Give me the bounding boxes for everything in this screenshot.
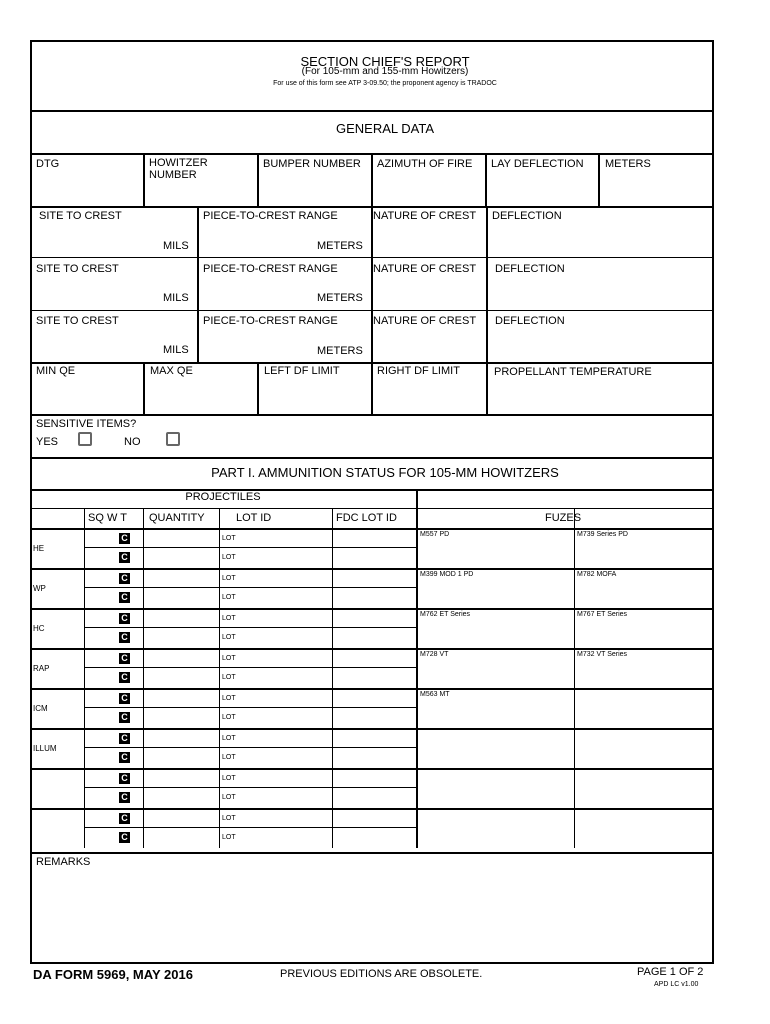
fdc-lot-id-input[interactable] (335, 668, 415, 685)
fuze-label: M782 MOFA (577, 571, 617, 578)
fuze-label: M563 MT (420, 691, 450, 698)
fuze-input[interactable] (419, 701, 573, 725)
c-icon[interactable]: C (119, 632, 130, 643)
site-to-crest-input[interactable] (34, 276, 159, 292)
lot-id-input[interactable] (236, 548, 330, 565)
projectiles-label: PROJECTILES (185, 491, 261, 503)
divider (143, 508, 144, 848)
part1-heading: PART I. AMMUNITION STATUS FOR 105-MM HOWITZERS (211, 465, 559, 480)
nature-of-crest-input[interactable] (374, 328, 484, 358)
divider (143, 153, 145, 206)
divider (371, 362, 373, 414)
quantity-input[interactable] (144, 689, 218, 706)
fdc-lot-id-input[interactable] (335, 769, 415, 786)
quantity-input[interactable] (144, 628, 218, 645)
deflection-input[interactable] (488, 276, 711, 306)
no-label: NO (124, 436, 141, 448)
azimuth-of-fire-label: AZIMUTH OF FIRE (377, 158, 473, 170)
quantity-input[interactable] (144, 609, 218, 626)
max-qe-label: MAX QE (150, 365, 193, 377)
remarks-label: REMARKS (36, 856, 91, 868)
divider (416, 489, 418, 509)
divider (371, 153, 373, 206)
quantity-input[interactable] (144, 729, 218, 746)
fuze-label: M762 ET Series (420, 611, 471, 618)
lot-id-input[interactable] (236, 668, 330, 685)
divider (30, 414, 714, 416)
fuze-input[interactable] (576, 661, 712, 685)
dtg-label: DTG (36, 158, 60, 170)
piece-to-crest-range-input[interactable] (201, 224, 311, 240)
ammo-type-label: ICM (33, 704, 48, 713)
howitzer-number-input[interactable] (146, 184, 255, 204)
fuze-input[interactable] (419, 621, 573, 645)
c-icon[interactable]: C (119, 552, 130, 563)
lot-id-input[interactable] (236, 689, 330, 706)
deflection-label: DEFLECTION (495, 263, 565, 275)
deflection-input[interactable] (488, 328, 711, 358)
fuze-input[interactable] (576, 781, 712, 805)
min-qe-input[interactable] (33, 385, 141, 411)
quantity-input[interactable] (144, 668, 218, 685)
lot-id-label: LOT ID (236, 512, 272, 524)
site-to-crest-label: SITE TO CREST (39, 210, 122, 222)
fuze-label: M557 PD (420, 531, 450, 538)
divider (574, 508, 575, 848)
divider (486, 362, 488, 414)
lay-deflection-input[interactable] (488, 184, 596, 204)
fdc-lot-id-input[interactable] (335, 708, 415, 725)
sqwt-label: SQ W T (88, 512, 127, 524)
lot-id-input[interactable] (236, 628, 330, 645)
fuze-input[interactable] (419, 581, 573, 605)
general-data-heading: GENERAL DATA (335, 121, 434, 136)
fuze-input[interactable] (419, 821, 573, 845)
c-icon[interactable]: C (119, 592, 130, 603)
fuze-input[interactable] (576, 821, 712, 845)
nature-of-crest-input[interactable] (374, 276, 484, 306)
site-to-crest-label: SITE TO CREST (36, 263, 119, 275)
c-icon[interactable]: C (119, 573, 130, 584)
lot-id-input[interactable] (236, 828, 330, 845)
c-icon[interactable]: C (119, 792, 130, 803)
fuze-input[interactable] (419, 741, 573, 765)
divider (30, 852, 714, 854)
quantity-input[interactable] (144, 588, 218, 605)
nature-of-crest-label: NATURE OF CREST (373, 210, 477, 222)
lot-label: LOT (222, 615, 236, 622)
quantity-input[interactable] (144, 769, 218, 786)
meters-label: METERS (317, 292, 363, 304)
fuze-label: M739 Series PD (577, 531, 628, 538)
quantity-input[interactable] (144, 548, 218, 565)
lot-label: LOT (222, 674, 236, 681)
obsolete-note: PREVIOUS EDITIONS ARE OBSOLETE. (280, 968, 483, 980)
fdc-lot-id-input[interactable] (335, 529, 415, 546)
nature-of-crest-label: NATURE OF CREST (373, 263, 477, 275)
lot-label: LOT (222, 594, 236, 601)
lot-label: LOT (222, 754, 236, 761)
lot-id-input[interactable] (236, 529, 330, 546)
meters-label: METERS (605, 158, 651, 170)
quantity-input[interactable] (144, 649, 218, 666)
lot-label: LOT (222, 735, 236, 742)
sensitive-items-label: SENSITIVE ITEMS? (36, 418, 137, 430)
site-to-crest-input[interactable] (34, 328, 159, 344)
form-number: DA FORM 5969, MAY 2016 (33, 967, 193, 982)
site-to-crest-input[interactable] (34, 224, 159, 240)
divider (332, 508, 333, 848)
fdc-lot-id-input[interactable] (335, 809, 415, 826)
fdc-lot-id-input[interactable] (335, 788, 415, 805)
left-df-limit-label: LEFT DF LIMIT (264, 365, 340, 377)
fdc-lot-id-input[interactable] (335, 609, 415, 626)
fuze-label: M732 VT Series (577, 651, 628, 658)
meters-label: METERS (317, 240, 363, 252)
c-icon[interactable]: C (119, 693, 130, 704)
fdc-lot-id-input[interactable] (335, 548, 415, 565)
page-number: PAGE 1 OF 2 (637, 966, 704, 978)
azimuth-of-fire-input[interactable] (374, 184, 483, 204)
fdc-lot-id-input[interactable] (335, 569, 415, 586)
lot-id-input[interactable] (236, 649, 330, 666)
quantity-input[interactable] (144, 748, 218, 765)
fuze-label: M728 VT (420, 651, 449, 658)
meters-input[interactable] (601, 184, 711, 204)
lot-label: LOT (222, 834, 236, 841)
c-icon[interactable]: C (119, 813, 130, 824)
deflection-label: DEFLECTION (495, 315, 565, 327)
c-icon[interactable]: C (119, 672, 130, 683)
form-note: For use of this form see ATP 3-09.50; the proponent agency is TRADOC (273, 80, 497, 87)
ammo-type-label: WP (33, 584, 46, 593)
piece-to-crest-range-label: PIECE-TO-CREST RANGE (203, 210, 338, 222)
fdc-lot-id-input[interactable] (335, 828, 415, 845)
lot-id-input[interactable] (236, 609, 330, 626)
max-qe-input[interactable] (146, 385, 255, 411)
lay-deflection-label: LAY DEFLECTION (491, 158, 584, 170)
lot-id-input[interactable] (236, 708, 330, 725)
lot-id-input[interactable] (236, 748, 330, 765)
mils-label: MILS (163, 292, 189, 304)
nature-of-crest-label: NATURE OF CREST (373, 315, 477, 327)
c-icon[interactable]: C (119, 832, 130, 843)
form-title: SECTION CHIEF'S REPORT (300, 54, 470, 69)
divider (143, 362, 145, 414)
no-checkbox[interactable] (166, 432, 180, 446)
lot-id-input[interactable] (236, 769, 330, 786)
divider (486, 206, 488, 362)
divider (30, 508, 714, 509)
lot-label: LOT (222, 775, 236, 782)
yes-label: YES (36, 436, 59, 448)
fdc-lot-id-input[interactable] (335, 689, 415, 706)
fuze-input[interactable] (576, 701, 712, 725)
lot-label: LOT (222, 575, 236, 582)
bumper-number-label: BUMPER NUMBER (263, 158, 361, 170)
propellant-temperature-input[interactable] (489, 385, 711, 411)
propellant-temperature-label: PROPELLANT TEMPERATURE (494, 366, 652, 378)
fuze-input[interactable] (419, 781, 573, 805)
c-icon[interactable]: C (119, 773, 130, 784)
divider (219, 508, 220, 848)
fuze-input[interactable] (419, 661, 573, 685)
lot-label: LOT (222, 794, 236, 801)
lot-id-input[interactable] (236, 588, 330, 605)
fdc-lot-id-input[interactable] (335, 588, 415, 605)
divider (30, 457, 714, 459)
mils-label: MILS (163, 344, 189, 356)
ammo-type-label: ILLUM (33, 744, 57, 753)
deflection-label: DEFLECTION (492, 210, 562, 222)
fdc-lot-id-label: FDC LOT ID (336, 512, 397, 524)
lot-id-input[interactable] (236, 809, 330, 826)
quantity-input[interactable] (144, 809, 218, 826)
piece-to-crest-range-input[interactable] (201, 328, 311, 344)
lot-id-input[interactable] (236, 569, 330, 586)
quantity-input[interactable] (144, 708, 218, 725)
c-icon[interactable]: C (119, 752, 130, 763)
ammo-type-label: HE (33, 544, 45, 553)
nature-of-crest-input[interactable] (374, 224, 484, 254)
lot-label: LOT (222, 535, 236, 542)
fuze-label: M767 ET Series (577, 611, 628, 618)
howitzer-number-label: HOWITZER NUMBER (149, 157, 208, 181)
min-qe-label: MIN QE (36, 365, 76, 377)
piece-to-crest-range-label: PIECE-TO-CREST RANGE (203, 315, 338, 327)
lot-label: LOT (222, 695, 236, 702)
version-label: APD LC v1.00 (654, 981, 699, 988)
ammo-type-label: RAP (33, 664, 50, 673)
c-icon[interactable]: C (119, 613, 130, 624)
fuze-input[interactable] (576, 581, 712, 605)
c-icon[interactable]: C (119, 653, 130, 664)
piece-to-crest-range-label: PIECE-TO-CREST RANGE (203, 263, 338, 275)
quantity-input[interactable] (144, 569, 218, 586)
divider (257, 153, 259, 206)
lot-label: LOT (222, 634, 236, 641)
fdc-lot-id-input[interactable] (335, 729, 415, 746)
left-df-limit-input[interactable] (260, 385, 369, 411)
quantity-input[interactable] (144, 788, 218, 805)
divider (84, 508, 85, 848)
remarks-input[interactable] (34, 870, 710, 960)
divider (416, 508, 418, 848)
lot-label: LOT (222, 714, 236, 721)
meters-label: METERS (317, 345, 363, 357)
fuze-input[interactable] (576, 741, 712, 765)
divider (30, 110, 714, 112)
divider (598, 153, 600, 206)
dtg-input[interactable] (33, 184, 141, 204)
ammo-type-label: HC (33, 624, 45, 633)
fdc-lot-id-input[interactable] (335, 649, 415, 666)
lot-label: LOT (222, 655, 236, 662)
lot-id-input[interactable] (236, 788, 330, 805)
right-df-limit-label: RIGHT DF LIMIT (377, 365, 460, 377)
fdc-lot-id-input[interactable] (335, 748, 415, 765)
fuze-input[interactable] (576, 541, 712, 565)
lot-label: LOT (222, 554, 236, 561)
divider (197, 206, 199, 362)
fuze-input[interactable] (576, 621, 712, 645)
bumper-number-input[interactable] (260, 184, 369, 204)
mils-label: MILS (163, 240, 189, 252)
fuze-label: M399 MOD 1 PD (420, 571, 474, 578)
form-subtitle: (For 105-mm and 155-mm Howitzers) (301, 66, 469, 77)
c-icon[interactable]: C (119, 733, 130, 744)
right-df-limit-input[interactable] (374, 385, 484, 411)
lot-id-input[interactable] (236, 729, 330, 746)
divider (371, 206, 373, 362)
site-to-crest-label: SITE TO CREST (36, 315, 119, 327)
fuze-input[interactable] (419, 541, 573, 565)
divider (485, 153, 487, 206)
fuzes-label: FUZES (545, 512, 582, 524)
c-icon[interactable]: C (119, 712, 130, 723)
deflection-input[interactable] (488, 224, 711, 254)
quantity-input[interactable] (144, 529, 218, 546)
lot-label: LOT (222, 815, 236, 822)
c-icon[interactable]: C (119, 533, 130, 544)
divider (257, 362, 259, 414)
fdc-lot-id-input[interactable] (335, 628, 415, 645)
quantity-label: QUANTITY (149, 512, 205, 524)
quantity-input[interactable] (144, 828, 218, 845)
piece-to-crest-range-input[interactable] (201, 276, 311, 292)
yes-checkbox[interactable] (78, 432, 92, 446)
